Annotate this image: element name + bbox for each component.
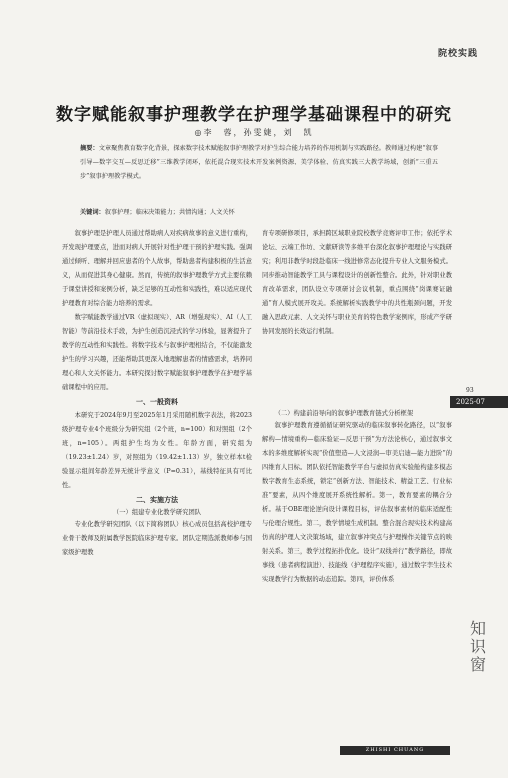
article-authors: ◎李 蓉，孙雯婕，刘 凯 — [194, 128, 314, 137]
article-title: 数字赋能叙事护理教学在护理学基础课程中的研究 — [56, 105, 452, 125]
abstract-text: 文章聚焦教育数字化背景，探索数字技术赋能叙事护理教学对护生综合能力培养的作用机制与实践路径。教师通过构建“叙事引导—数字交互—反思迁移”三维教学闭环，依托混合现实技术开发案例资源、美学体验、仿真实践三大教学场域，创新“三重五步”叙事护理教学模式。 — [80, 145, 439, 180]
left-column — [62, 227, 252, 560]
right-column-lower — [262, 406, 452, 587]
issue-tab: 2025·07 — [450, 396, 508, 408]
section-heading: 一、一般资料 — [136, 397, 178, 406]
paragraph: 育专项研修项目，承担跨区域职业院校教学竞赛评审工作；依托学术论坛、云端工作坊、文献研读等多维平台深化叙事护理理论与实践研究；利用非教学时段赴临床一线进修常态化提升专业人文服务模式。同步推动智能教学工具与课程设计的创新性整合。此外，针对职业教育改革需求，团队设立专项研讨会议机制，重点围绕“岗课赛证融通”育人模式展开攻关。系统解析实践教学中的共性瓶颈问题，开发融入思政元素、人文关怀与职业美育的特色教学案例库，形成产学研协同发展的长效运行机制。 — [262, 230, 452, 335]
page-number: 93 — [466, 387, 474, 394]
brand-logo: 知识窗 — [470, 619, 487, 674]
subsection-heading: （一）组建专业化教学研究团队 — [112, 509, 202, 516]
abstract — [80, 142, 438, 184]
section-heading: 二、实施方法 — [136, 495, 178, 504]
keywords — [80, 207, 438, 216]
footer-bar: ZHISHI CHUANG — [340, 746, 450, 755]
abstract-label: 摘要： — [80, 145, 99, 152]
right-column — [262, 227, 452, 339]
keywords-label: 关键词： — [80, 209, 105, 216]
paragraph: 专业化教学研究团队（以下简称团队）核心成员包括高校护理专业骨干教师及附属教学医院临床护理专家。团队定期选派教师参与国家级护理教 — [62, 521, 252, 556]
subsection-heading: （二）构建前沿导向的叙事护理教育链式分析框架 — [274, 410, 414, 417]
section-tag: 院校实践 — [437, 49, 478, 59]
paragraph: 数字赋能教学通过VR（虚拟现实）、AR（增强现实）、AI（人工智能）等前沿技术手段，为护生创造沉浸式的学习体验，显著提升了教学的互动性和实践性。将数字技术与叙事护理相结合，不仅能激发护生的学习兴趣，还能帮助其更深入地理解患者的情感需求，培养同理心和人文关怀能力。本研究探讨数字赋能叙事护理教学在护理学基础课程中的应用。 — [62, 314, 252, 391]
paragraph: 叙事护理教育遵循循证研究驱动的临床叙事转化路径，以“叙事解构—情境重构—临床验证—反思干预”为方法论核心，通过叙事文本的多维度解析实现“价值塑造—人文浸润—审美启迪—能力进阶”的四维育人目标。团队依托智能教学平台与虚拟仿真实验舱构建多模态数字教育生态系统，锁定“创新方法、智能技术、精益工艺、行业标准”要素，从四个维度展开系统性解析。第一，教育要素的耦合分析。基于OBE理论逆向设计课程目标，评估叙事素材的临床适配性与伦理合规性。第二，教学情境生成机制。整合混合现实技术构建高仿真的护理人文决策场域，建立叙事冲突点与护理操作关键节点的映射关系。第三，教学过程拓扑优化。设计“双线并行”教学路径，即故事线（患者病程演进）、技能线（护理程序实施），通过数字孪生技术实现教学行为数据的动态追踪。第四，评价体系 — [262, 422, 452, 583]
paragraph: 叙事护理是护理人员通过帮助病人对疾病故事的意义进行重构，开发现护理要点，进而对病人开展针对性护理干预的护理实践。强调通过倾听、理解并回应患者的个人故事，帮助患者构建积极的生活意义，从而促进其身心健康。然而，传统的叙事护理教学方式主要依赖于课堂讲授和案例分析，缺乏足够的互动性和实践性，难以适应现代护理教育对综合能力培养的需求。 — [62, 230, 252, 307]
keywords-text: 叙事护理；临床决策能力；共情沟通；人文关怀 — [104, 209, 235, 216]
paragraph: 本研究于2024年9月至2025年1月采用随机数字表法，将2023级护理专业4个班级分为研究组（2个班，n=100）和对照组（2个班，n=105）。两组护生均为女性。年龄方面，研究组为（19.23±1.24）岁，对照组为（19.42±1.13）岁，独立样本t检验显示组间年龄差异无统计学意义（P=0.31），基线特征具有可比性。 — [62, 412, 252, 489]
